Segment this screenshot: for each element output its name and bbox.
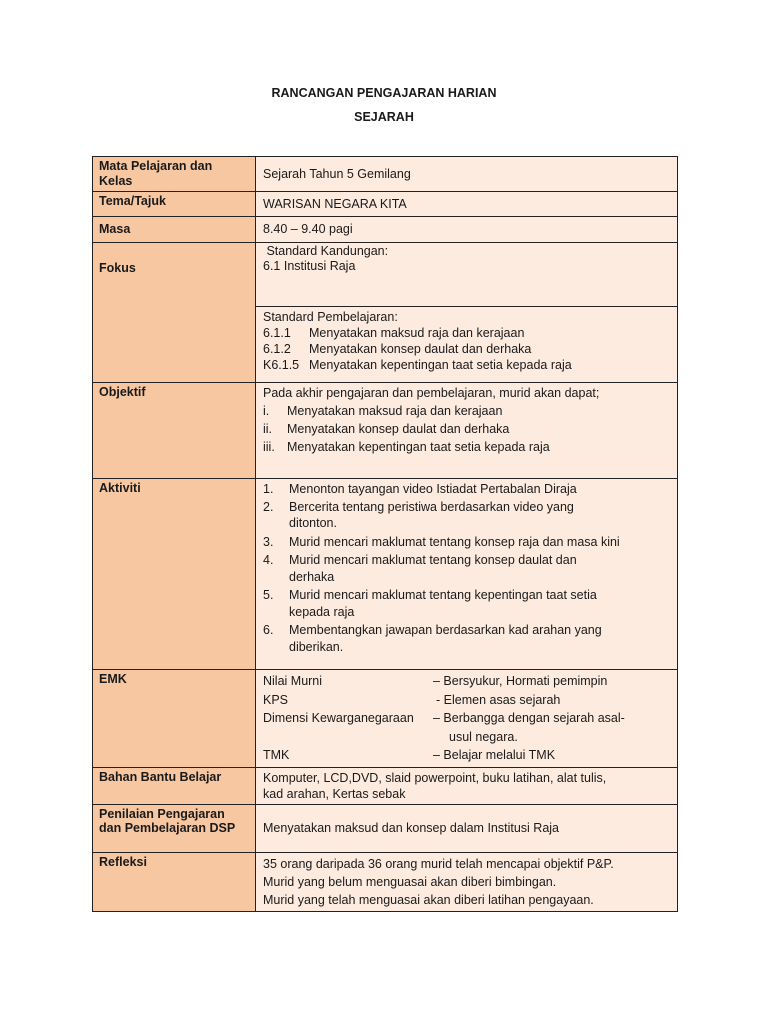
value-masa: 8.40 – 9.40 pagi: [256, 217, 678, 243]
aktiviti-line: Murid mencari maklumat tentang konsep daulat dan: [289, 553, 577, 567]
document-title: RANCANGAN PENGAJARAN HARIAN: [271, 86, 497, 100]
row-tema: [93, 192, 678, 217]
aktiviti-item: [263, 481, 670, 498]
emk-value: – Bersyukur, Hormati pemimpin: [433, 674, 608, 688]
objektif-item: [263, 420, 670, 438]
aktiviti-line: Menonton tayangan video Istiadat Pertabalan Diraja: [289, 482, 577, 496]
value-objektif: [256, 383, 678, 479]
kandungan-title: Standard Kandungan:: [263, 244, 389, 258]
objektif-text: Menyatakan konsep daulat dan derhaka: [287, 422, 510, 436]
pembelajaran-text: Menyatakan konsep daulat dan derhaka: [309, 342, 532, 356]
value-emk: [256, 670, 678, 768]
refleksi-line: 35 orang daripada 36 orang murid telah mencapai objektif P&P.: [263, 856, 614, 871]
objektif-item: [263, 402, 670, 420]
pembelajaran-code: 6.1.1: [263, 326, 291, 340]
objektif-intro: Pada akhir pengajaran dan pembelajaran, murid akan dapat;: [263, 386, 600, 400]
objektif-text: Menyatakan kepentingan taat setia kepada raja: [287, 440, 550, 454]
label-aktiviti: Aktiviti: [93, 479, 256, 670]
value-mata-pelajaran: [256, 157, 678, 192]
emk-item: [263, 746, 670, 765]
aktiviti-num: 5.: [263, 588, 274, 602]
value-refleksi: [256, 852, 678, 911]
lesson-plan-table: [92, 156, 678, 912]
row-aktiviti: [93, 479, 678, 670]
aktiviti-item: [263, 534, 670, 551]
pembelajaran-item: [263, 357, 670, 373]
label-objektif: Objektif: [93, 383, 256, 479]
pembelajaran-list: [263, 325, 670, 373]
row-bahan: [93, 767, 678, 804]
aktiviti-item: [263, 587, 670, 620]
bahan-line: kad arahan, Kertas sebak: [263, 786, 406, 801]
value-bahan: [256, 767, 678, 804]
aktiviti-line: Bercerita tentang peristiwa berdasarkan video yang: [289, 499, 574, 514]
emk-value: – Berbangga dengan sejarah asal-: [433, 711, 625, 725]
emk-value: - Elemen asas sejarah: [436, 692, 561, 707]
document-header: [0, 86, 768, 124]
row-fokus-kandungan: [93, 243, 678, 307]
emk-item-cont: [263, 728, 670, 747]
label-mata-pelajaran: Mata Pelajaran dan Kelas: [93, 157, 256, 192]
value-penilaian: Menyatakan maksud dan konsep dalam Institusi Raja: [256, 804, 678, 852]
row-mata-pelajaran: [93, 157, 678, 192]
aktiviti-line-cont: derhaka: [289, 569, 335, 584]
pembelajaran-text: Menyatakan maksud raja dan kerajaan: [309, 326, 525, 340]
aktiviti-line-cont: diberikan.: [289, 639, 344, 654]
emk-key: KPS: [263, 692, 289, 707]
aktiviti-item: [263, 552, 670, 585]
label-emk: EMK: [93, 670, 256, 768]
label-bahan: Bahan Bantu Belajar: [93, 767, 256, 804]
aktiviti-num: 1.: [263, 482, 274, 496]
value-fokus-pembelajaran: [256, 307, 678, 383]
row-masa: [93, 217, 678, 243]
aktiviti-list: [263, 481, 670, 655]
aktiviti-item: [263, 499, 670, 532]
label-tema: Tema/Tajuk: [93, 192, 256, 217]
aktiviti-line-cont: ditonton.: [289, 516, 337, 530]
aktiviti-num: 4.: [263, 553, 274, 567]
pembelajaran-code: 6.1.2: [263, 342, 291, 356]
emk-item: [263, 691, 670, 710]
emk-key: Nilai Murni: [263, 674, 323, 688]
label-refleksi: Refleksi: [93, 852, 256, 911]
emk-key: TMK: [263, 748, 290, 762]
label-fokus: Fokus: [93, 243, 256, 383]
value-fokus-kandungan: [256, 243, 678, 307]
emk-item: [263, 709, 670, 728]
pembelajaran-item: [263, 341, 670, 357]
aktiviti-line-cont: kepada raja: [289, 604, 355, 619]
emk-item: [263, 672, 670, 691]
label-masa: Masa: [93, 217, 256, 243]
emk-value-cont: usul negara.: [449, 729, 518, 744]
aktiviti-item: [263, 622, 670, 655]
refleksi-line: Murid yang belum menguasai akan diberi bimbingan.: [263, 874, 557, 889]
kandungan-item: 6.1 Institusi Raja: [263, 259, 356, 273]
aktiviti-num: 2.: [263, 499, 274, 514]
emk-key: Dimensi Kewarganegaraan: [263, 711, 414, 725]
value-mata-pelajaran-text: Sejarah Tahun 5 Gemilang: [263, 166, 411, 181]
row-penilaian: [93, 804, 678, 852]
pembelajaran-title: Standard Pembelajaran:: [263, 310, 398, 324]
document-subtitle: SEJARAH: [354, 110, 414, 124]
emk-key-spacer: [263, 728, 433, 747]
aktiviti-line: Membentangkan jawapan berdasarkan kad arahan yang: [289, 623, 602, 637]
objektif-item: [263, 438, 670, 456]
row-refleksi: [93, 852, 678, 911]
objektif-num: i.: [263, 404, 270, 418]
objektif-num: ii.: [263, 422, 273, 436]
value-tema: WARISAN NEGARA KITA: [256, 192, 678, 217]
objektif-text: Menyatakan maksud raja dan kerajaan: [287, 404, 503, 418]
pembelajaran-item: [263, 325, 670, 341]
label-penilaian: Penilaian Pengajaran dan Pembelajaran DSP: [93, 804, 256, 852]
row-objektif: [93, 383, 678, 479]
aktiviti-num: 3.: [263, 534, 274, 549]
pembelajaran-text: Menyatakan kepentingan taat setia kepada raja: [309, 358, 572, 372]
refleksi-line: Murid yang telah menguasai akan diberi latihan pengayaan.: [263, 892, 594, 907]
objektif-num: iii.: [263, 440, 275, 454]
pembelajaran-code: K6.1.5: [263, 358, 300, 372]
aktiviti-line: Murid mencari maklumat tentang kepentingan taat setia: [289, 588, 597, 602]
row-emk: [93, 670, 678, 768]
bahan-line: Komputer, LCD,DVD, slaid powerpoint, buku latihan, alat tulis,: [263, 770, 607, 785]
aktiviti-num: 6.: [263, 623, 274, 637]
emk-value: – Belajar melalui TMK: [433, 748, 556, 762]
value-aktiviti: [256, 479, 678, 670]
aktiviti-line: Murid mencari maklumat tentang konsep raja dan masa kini: [289, 534, 620, 549]
